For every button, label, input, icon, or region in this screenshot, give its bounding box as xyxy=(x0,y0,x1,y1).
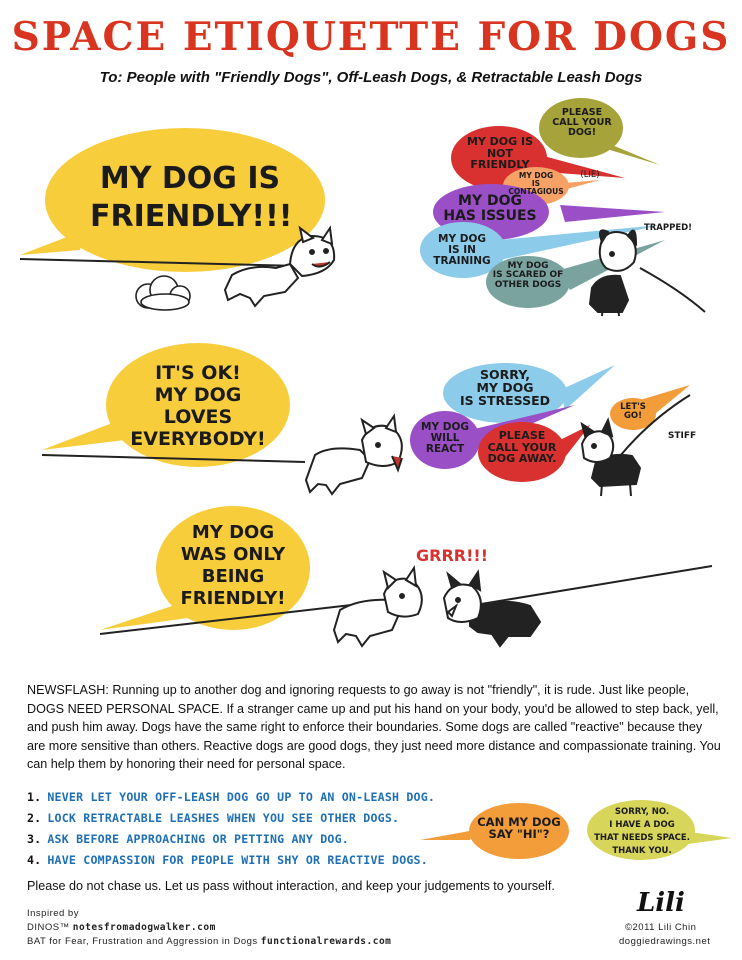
trapped-dog xyxy=(590,230,705,316)
stressed-bubble-text: SORRY, MY DOG IS STRESSED xyxy=(459,367,551,409)
trapped-label: TRAPPED! xyxy=(643,223,693,233)
rule-item xyxy=(27,832,349,846)
issues-bubble-text: MY DOG HAS ISSUES xyxy=(443,193,537,224)
say-hi-bubble-text: CAN MY DOG SAY "HI"? xyxy=(477,815,561,842)
scene1-main-bubble-text: MY DOG IS FRIENDLY!!! xyxy=(90,161,293,234)
bat-label: BAT for Fear, Frustration and Aggression in Dogs xyxy=(27,936,258,947)
credit-inspired: Inspired by xyxy=(27,908,79,919)
artist-site: doggiedrawings.net xyxy=(619,936,711,947)
call-away-bubble-text: PLEASE CALL YOUR DOG AWAY. xyxy=(487,429,557,466)
rule-item xyxy=(27,853,428,867)
rule-text: LOCK RETRACTABLE LEASHES WHEN YOU SEE OTHER DOGS. xyxy=(47,811,400,825)
rule-number: 4. xyxy=(27,853,42,867)
rule-text: ASK BEFORE APPROACHING OR PETTING ANY DOG. xyxy=(47,832,349,846)
lets-go-bubble-text: LET'S GO! xyxy=(620,402,646,421)
not-friendly-bubble-text: MY DOG IS NOT FRIENDLY xyxy=(466,135,534,172)
copyright-text: ©2011 Lili Chin xyxy=(625,922,697,933)
scared-bubble-text: MY DOG IS SCARED OF OTHER DOGS xyxy=(492,261,564,290)
rule-item xyxy=(27,790,435,804)
credit-dinos xyxy=(27,922,216,933)
bat-site-link: functionalrewards.com xyxy=(260,936,392,947)
react-bubble-text: MY DOG WILL REACT xyxy=(421,421,469,456)
rule-number: 1. xyxy=(27,790,42,804)
lunging-dog-white xyxy=(334,568,422,646)
scene3-main-bubble-text: MY DOG WAS ONLY BEING FRIENDLY! xyxy=(180,522,286,609)
dinos-label: DINOS™ xyxy=(27,922,70,933)
rule-text: HAVE COMPASSION FOR PEOPLE WITH SHY OR REACTIVE DOGS. xyxy=(47,853,428,867)
running-dog-2 xyxy=(306,416,402,494)
sorry-no-bubble-text: SORRY, NO. I HAVE A DOG THAT NEEDS SPACE. THANK YOU. xyxy=(594,807,690,856)
scene2-main-bubble-text: IT'S OK! MY DOG LOVES EVERYBODY! xyxy=(130,362,266,450)
credit-bat xyxy=(27,936,391,947)
rule-number: 2. xyxy=(27,811,42,825)
rule-text: NEVER LET YOUR OFF-LEASH DOG GO UP TO AN ON-LEASH DOG. xyxy=(47,790,436,804)
newsflash-paragraph: NEWSFLASH: Running up to another dog and ignoring requests to go away is not "friendly", it is rude. Just like people, DOGS NEED PERSONAL SPACE. If a stranger came up and put his hand on your body, you'd be allowed to step back, yell, and push him away. Dogs have the same right to enforce their boundaries. Some dogs are called "reactive" because they are more sensitive than others. Reactive dogs are good dogs, they just need more distance and compassionate training. You can help them by honoring their need for personal space. xyxy=(27,683,721,772)
lie-text: (LIE) xyxy=(580,170,600,180)
lunging-dog-black xyxy=(444,572,540,646)
closing-text: Please do not chase us. Let us pass without interaction, and keep your judgements to yourself. xyxy=(27,879,555,893)
page-subtitle: To: People with "Friendly Dogs", Off-Leash Dogs, & Retractable Leash Dogs xyxy=(99,69,643,86)
artist-signature: Lili xyxy=(637,888,685,918)
growl-text: GRRR!!! xyxy=(416,546,488,565)
rule-item xyxy=(27,811,399,825)
stiff-label: STIFF xyxy=(667,431,697,441)
dinos-site-link: notesfromadogwalker.com xyxy=(72,922,216,933)
rule-number: 3. xyxy=(27,832,42,846)
dust-cloud xyxy=(136,276,190,310)
contagious-bubble-text: MY DOG IS CONTAGIOUS xyxy=(508,171,564,196)
training-bubble-text: MY DOG IS IN TRAINING xyxy=(433,233,491,268)
page-title: SPACE ETIQUETTE FOR DOGS xyxy=(11,14,731,60)
please-call-bubble-text: PLEASE CALL YOUR DOG! xyxy=(552,107,612,138)
